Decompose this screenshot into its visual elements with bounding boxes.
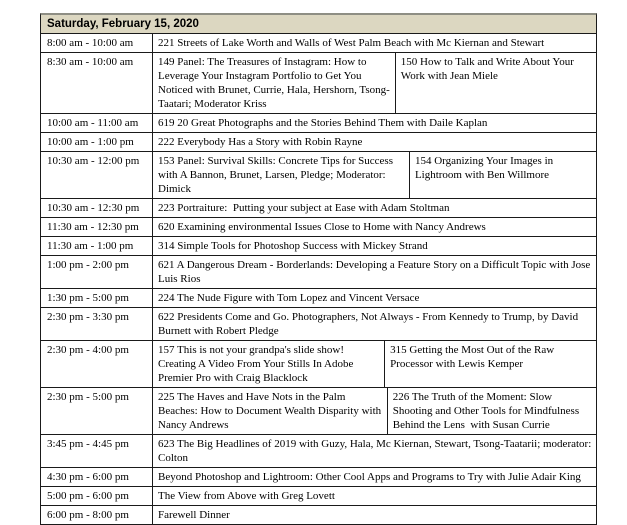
schedule-row (41, 199, 596, 218)
time-cell: 4:30 pm - 6:00 pm (41, 468, 153, 486)
time-cell: 11:30 am - 1:00 pm (41, 237, 153, 255)
event-cells (153, 152, 596, 198)
schedule-row (41, 237, 596, 256)
event-cell: 153 Panel: Survival Skills: Concrete Tips for Success with A Bannon, Brunet, Larsen, Pledge; Moderator: Dimick (153, 152, 410, 198)
event-cell: 221 Streets of Lake Worth and Walls of West Palm Beach with Mc Kiernan and Stewart (158, 37, 545, 49)
event-cells (153, 487, 596, 505)
event-cell: 622 Presidents Come and Go. Photographers, Not Always - From Kennedy to Trump, by David Burnett with Robert Pledge (158, 311, 581, 337)
event-cells (153, 53, 596, 113)
event-cells (153, 341, 596, 387)
event-cell: 226 The Truth of the Moment: Slow Shooting and Other Tools for Mindfulness Behind the Lens with Susan Currie (392, 391, 582, 431)
time-cell: 8:00 am - 10:00 am (41, 34, 153, 52)
event-cell: 149 Panel: The Treasures of Instagram: How to Leverage Your Instagram Portfolio to Get You Noticed with Brunet, Currie, Hala, Hershorn, Tsong-Taatari; Moderator Kriss (153, 53, 396, 113)
schedule-row (41, 114, 596, 133)
event-cells (153, 289, 596, 307)
event-cells (153, 468, 596, 486)
schedule-table (40, 13, 597, 525)
event-cell: Beyond Photoshop and Lightroom: Other Cool Apps and Programs to Try with Julie Adair King (158, 471, 581, 483)
time-cell: 1:30 pm - 5:00 pm (41, 289, 153, 307)
event-cell: 314 Simple Tools for Photoshop Success with Mickey Strand (158, 240, 428, 252)
time-cell: 8:30 am - 10:00 am (41, 53, 153, 113)
event-cell: 623 The Big Headlines of 2019 with Guzy, Hala, Mc Kiernan, Stewart, Tsong-Taatarii; moderator: Colton (158, 438, 595, 464)
time-cell: 2:30 pm - 4:00 pm (41, 341, 153, 387)
schedule-row (41, 53, 596, 114)
time-cell: 6:00 pm - 8:00 pm (41, 506, 153, 524)
time-cell: 10:30 am - 12:00 pm (41, 152, 153, 198)
table-body (41, 34, 596, 524)
event-cells (153, 114, 596, 132)
event-cells (153, 34, 596, 52)
event-cells (153, 506, 596, 524)
event-cells (153, 199, 596, 217)
schedule-row (41, 256, 596, 289)
event-cells (153, 133, 596, 151)
time-cell: 11:30 am - 12:30 pm (41, 218, 153, 236)
table-title: Saturday, February 15, 2020 (47, 18, 199, 30)
schedule-row (41, 388, 596, 435)
schedule-row (41, 435, 596, 468)
schedule-row (41, 308, 596, 341)
event-cell: 157 This is not your grandpa's slide show! Creating A Video From Your Stills In Adobe Premier Pro with Craig Blacklock (153, 341, 385, 387)
event-cells (153, 308, 596, 340)
time-cell: 1:00 pm - 2:00 pm (41, 256, 153, 288)
event-cell: 619 20 Great Photographs and the Stories Behind Them with Daile Kaplan (158, 117, 488, 129)
schedule-document (40, 13, 597, 525)
event-cell: 620 Examining environmental Issues Close to Home with Nancy Andrews (158, 221, 486, 233)
time-cell: 10:00 am - 1:00 pm (41, 133, 153, 151)
table-header (41, 15, 596, 34)
event-cells (153, 218, 596, 236)
schedule-row (41, 341, 596, 388)
schedule-row (41, 133, 596, 152)
schedule-row (41, 289, 596, 308)
event-cell: 225 The Haves and Have Nots in the Palm Beaches: How to Document Wealth Disparity with Nancy Andrews (153, 388, 388, 434)
event-cells (153, 237, 596, 255)
event-cell: 223 Portraiture: Putting your subject at Ease with Adam Stoltman (158, 202, 450, 214)
event-cell: 621 A Dangerous Dream - Borderlands: Developing a Feature Story on a Difficult Topic with Jose Luis Rios (158, 259, 594, 285)
event-cell: 150 How to Talk and Write About Your Work with Jean Miele (400, 56, 577, 82)
time-cell: 10:00 am - 11:00 am (41, 114, 153, 132)
schedule-row (41, 34, 596, 53)
event-cell: 222 Everybody Has a Story with Robin Rayne (158, 136, 363, 148)
time-cell: 5:00 pm - 6:00 pm (41, 487, 153, 505)
event-cells (153, 388, 596, 434)
time-cell: 2:30 pm - 3:30 pm (41, 308, 153, 340)
time-cell: 2:30 pm - 5:00 pm (41, 388, 153, 434)
schedule-row (41, 218, 596, 237)
schedule-row (41, 468, 596, 487)
event-cell: 315 Getting the Most Out of the Raw Processor with Lewis Kemper (390, 344, 557, 370)
event-cell: 224 The Nude Figure with Tom Lopez and Vincent Versace (158, 292, 420, 304)
event-cells (153, 435, 596, 467)
event-cells (153, 256, 596, 288)
event-cell: The View from Above with Greg Lovett (158, 490, 335, 502)
schedule-row (41, 152, 596, 199)
time-cell: 10:30 am - 12:30 pm (41, 199, 153, 217)
schedule-row (41, 506, 596, 524)
time-cell: 3:45 pm - 4:45 pm (41, 435, 153, 467)
event-cell: 154 Organizing Your Images in Lightroom with Ben Willmore (414, 155, 556, 181)
event-cell: Farewell Dinner (158, 509, 230, 521)
schedule-row (41, 487, 596, 506)
